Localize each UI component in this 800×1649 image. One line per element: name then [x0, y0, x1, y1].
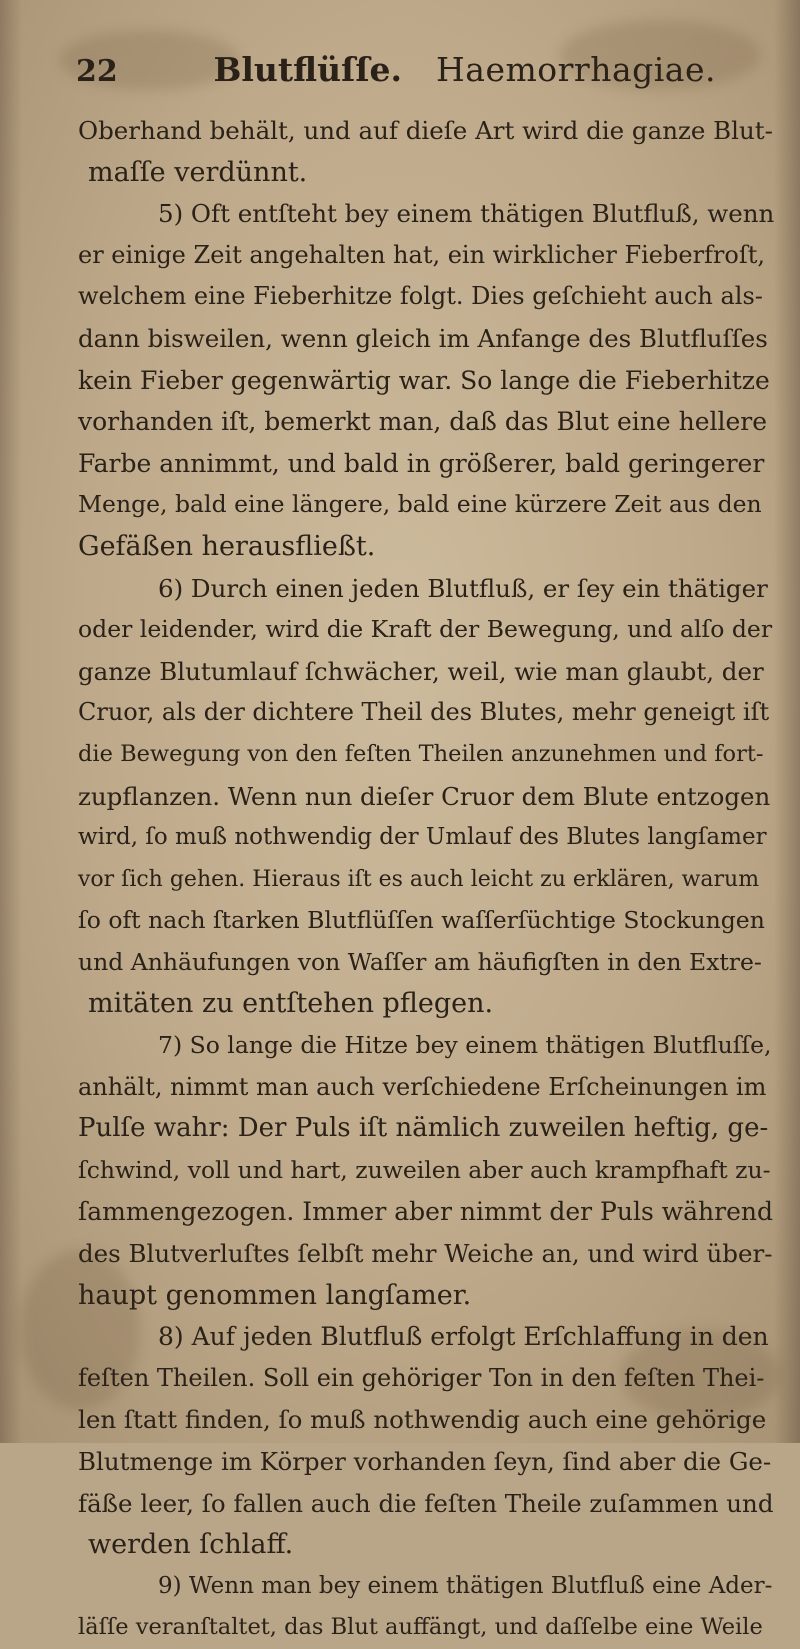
text-line: des Blutverluſtes ſelbſt mehr Weiche an, und wird über- [78, 1239, 773, 1269]
body-text [78, 110, 774, 1649]
text-line: welchem eine Fieberhitze folgt. Dies geſchieht auch als- [78, 282, 763, 311]
text-line: zupflanzen. Wenn nun dieſer Cruor dem Blute entzogen [78, 781, 771, 811]
text-line: len ſtatt finden, ſo muß nothwendig auch eine gehörige [78, 1405, 767, 1435]
text-line: ſammengezogen. Immer aber nimmt der Puls während [78, 1197, 774, 1227]
running-title-latin: Haemorrhagiae. [436, 50, 716, 89]
text-line: Gefäßen herausfließt. [78, 530, 376, 562]
text-line: oder leidender, wird die Kraft der Bewegung, und alſo der [78, 615, 773, 644]
text-line: Blutmenge im Körper vorhanden ſeyn, ſind aber die Ge- [78, 1447, 772, 1476]
text-line: werden ſchlaff. [88, 1529, 294, 1561]
text-line: ſo oft nach ſtarken Blutflüſſen waſſerſüchtige Stockungen [78, 906, 765, 935]
text-line: kein Fieber gegenwärtig war. So lange die Fieberhitze [78, 365, 770, 395]
running-title-german: Blutflüſſe. [213, 50, 402, 89]
text-line: Cruor, als der dichtere Theil des Blutes, mehr geneigt iſt [78, 698, 770, 727]
text-line: dann bisweilen, wenn gleich im Anfange des Blutfluſſes [78, 323, 768, 353]
text-line: vorhanden iſt, bemerkt man, daß das Blut eine hellere [78, 407, 768, 437]
paragraph-9-start: 9) Wenn man bey einem thätigen Blutfluß eine Ader- [158, 1572, 773, 1599]
paragraph-5-start: 5) Oft entſteht bey einem thätigen Blutfluß, wenn [158, 199, 775, 229]
text-line: Menge, bald eine längere, bald eine kürzere Zeit aus den [78, 490, 762, 519]
paragraph-8-start: 8) Auf jeden Blutfluß erfolgt Erſchlaffung in den [158, 1322, 769, 1352]
page-edge-right [774, 0, 800, 1443]
text-line: mitäten zu entſtehen pflegen. [88, 988, 494, 1020]
text-line: haupt genommen langſamer. [78, 1279, 472, 1311]
text-line: fäße leer, ſo fallen auch die feſten Theile zuſammen und [78, 1488, 774, 1518]
text-line: ganze Blutumlauf ſchwächer, weil, wie man glaubt, der [78, 656, 764, 686]
text-line: läſſe veranſtaltet, das Blut auffängt, und daſſelbe eine Weile [78, 1614, 763, 1641]
page-number: 22 [76, 54, 118, 89]
text-line: Farbe annimmt, und bald in größerer, bald geringerer [78, 448, 765, 478]
text-line: anhält, nimmt man auch verſchiedene Erſcheinungen im [78, 1072, 767, 1101]
text-line: wird, ſo muß nothwendig der Umlauf des Blutes langſamer [78, 824, 767, 851]
text-line: die Bewegung von den feſten Theilen anzunehmen und fort- [78, 740, 764, 767]
text-line: und Anhäufungen von Waſſer am häufigſten in den Extre- [78, 947, 762, 976]
page-edge-left [0, 0, 22, 1443]
text-line: er einige Zeit angehalten hat, ein wirklicher Fieberfroſt, [78, 240, 765, 269]
text-line: Pulſe wahr: Der Puls iſt nämlich zuweilen heftig, ge- [78, 1113, 769, 1144]
text-line: ſchwind, voll und hart, zuweilen aber auch krampfhaft zu- [78, 1155, 771, 1184]
running-header [76, 50, 716, 100]
text-line: vor ſich gehen. Hieraus iſt es auch leicht zu erklären, warum [78, 866, 760, 892]
text-line: feſten Theilen. Soll ein gehöriger Ton in den feſten Thei- [78, 1363, 765, 1392]
text-line: Oberhand behält, und auf dieſe Art wird die ganze Blut- [78, 116, 773, 145]
text-line: maſſe verdünnt. [88, 156, 308, 188]
paragraph-6-start: 6) Durch einen jeden Blutfluß, er ſey ein thätiger [158, 573, 768, 603]
paragraph-7-start: 7) So lange die Hitze bey einem thätigen Blutfluſſe, [158, 1031, 772, 1060]
